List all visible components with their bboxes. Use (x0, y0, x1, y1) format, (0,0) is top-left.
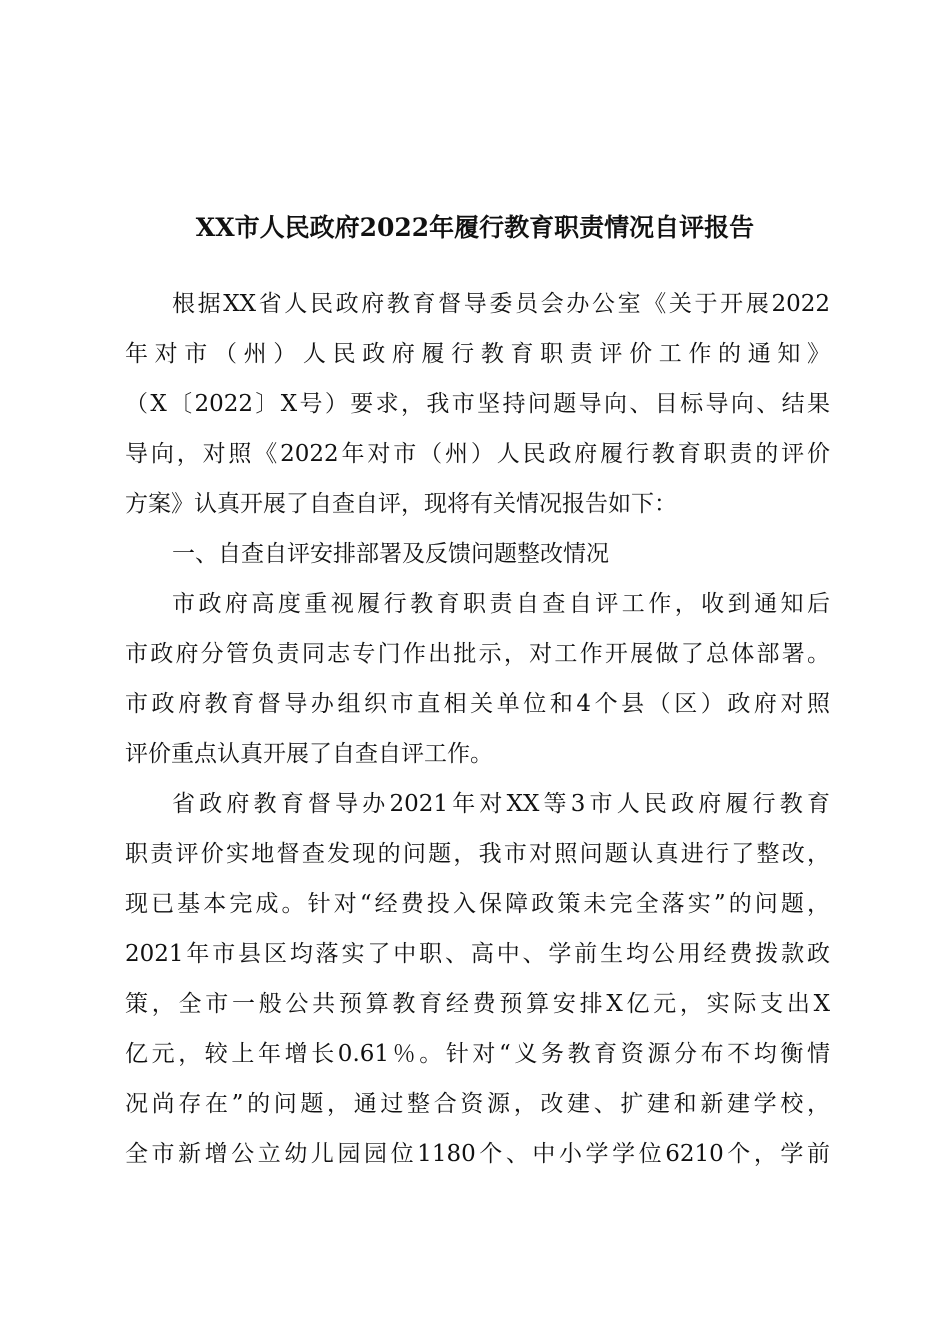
intro-line-2: 年对市（州）人民政府履行教育职责评价工作的通知》 (125, 341, 830, 367)
para1-line-2: 市政府分管负责同志专门作出批示，对工作开展做了总体部署。 (125, 641, 830, 667)
para2-line-8: 全市新增公立幼儿园园位1180个、中小学学位6210个，学前 (125, 1141, 830, 1167)
para2-line-5: 策，全市一般公共预算教育经费预算安排X亿元，实际支出X (125, 991, 830, 1017)
para1-line-1: 市政府高度重视履行教育职责自查自评工作，收到通知后 (172, 591, 830, 617)
intro-line-1: 根据XX省人民政府教育督导委员会办公室《关于开展2022 (172, 291, 830, 317)
para2-line-6: 亿元，较上年增长0.61％。针对“义务教育资源分布不均衡情 (125, 1041, 830, 1067)
intro-line-5: 方案》认真开展了自查自评，现将有关情况报告如下： (125, 491, 677, 517)
para1-line-4: 评价重点认真开展了自查自评工作。 (125, 741, 493, 767)
para2-line-2: 职责评价实地督查发现的问题，我市对照问题认真进行了整改， (125, 841, 830, 867)
document-title: XX市人民政府2022年履行教育职责情况自评报告 (195, 213, 755, 242)
para1-line-3: 市政府教育督导办组织市直相关单位和4个县（区）政府对照 (125, 691, 830, 717)
para2-line-4: 2021年市县区均落实了中职、高中、学前生均公用经费拨款政 (125, 941, 830, 967)
section-heading: 一、自查自评安排部署及反馈问题整改情况 (172, 541, 609, 567)
intro-line-4: 导向，对照《2022年对市（州）人民政府履行教育职责的评价 (125, 441, 830, 467)
para2-line-7: 况尚存在”的问题，通过整合资源，改建、扩建和新建学校， (125, 1091, 830, 1117)
para2-line-1: 省政府教育督导办2021年对XX等3市人民政府履行教育 (172, 791, 830, 817)
para2-line-3: 现已基本完成。针对“经费投入保障政策未完全落实”的问题， (125, 891, 830, 917)
intro-line-3: （X〔2022〕X号）要求，我市坚持问题导向、目标导向、结果 (125, 391, 830, 417)
